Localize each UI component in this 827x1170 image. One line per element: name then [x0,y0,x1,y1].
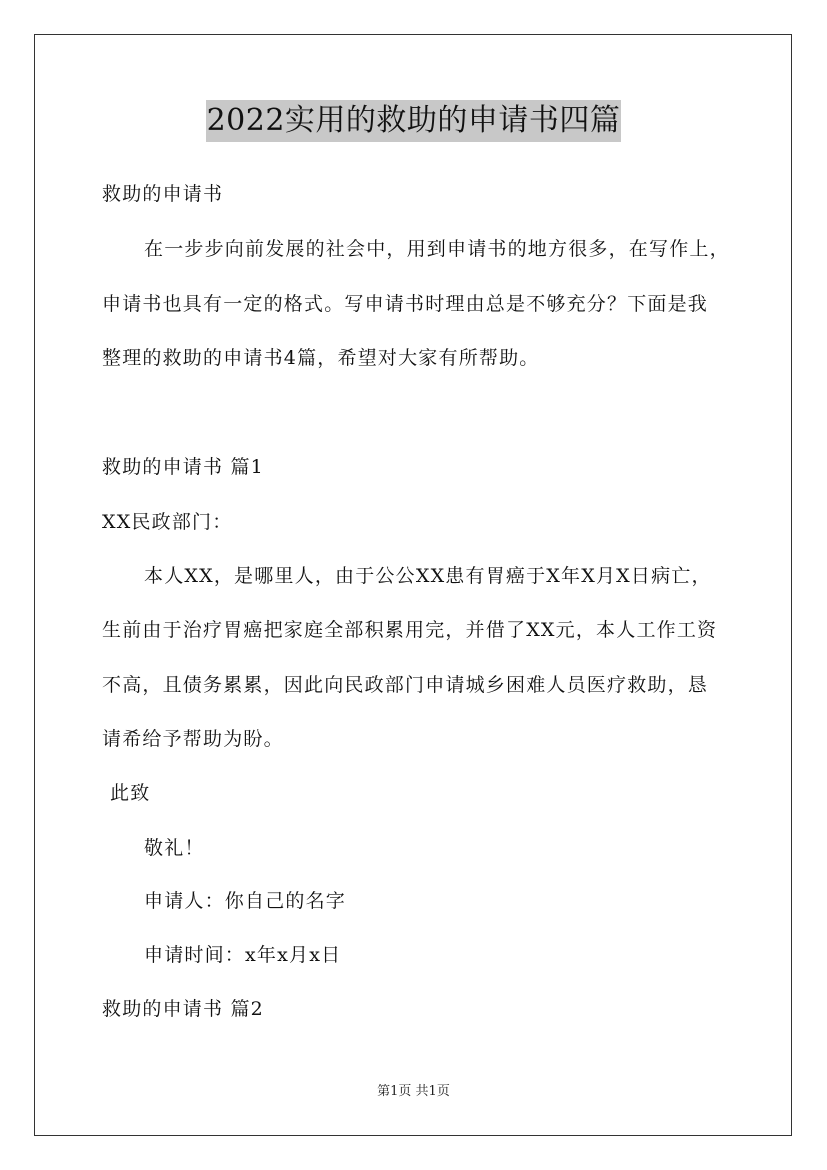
closing-jing-li: 敬礼！ [144,837,205,859]
body-paragraph-line-4: 请希给予帮助为盼。 [102,728,284,750]
intro-paragraph-line-3: 整理的救助的申请书4篇，希望对大家有所帮助。 [102,347,540,369]
document-title: 2022实用的救助的申请书四篇 [206,100,622,142]
section-heading-2: 救助的申请书 篇2 [102,998,264,1020]
intro-paragraph-line-1: 在一步步向前发展的社会中，用到申请书的地方很多，在写作上， [144,238,730,260]
body-paragraph-line-2: 生前由于治疗胃癌把家庭全部积累用完，并借了XX元，本人工作工资 [102,619,718,641]
closing-ci-zhi: 此致 [110,782,151,804]
section-heading-1: 救助的申请书 篇1 [102,456,264,478]
application-date-line: 申请时间：x年x月x日 [144,944,342,966]
body-paragraph-line-3: 不高，且债务累累，因此向民政部门申请城乡困难人员医疗救助，恳 [102,674,709,696]
intro-paragraph-line-2: 申请书也具有一定的格式。写申请书时理由总是不够充分？下面是我 [102,293,709,315]
applicant-name-line: 申请人：你自己的名字 [144,890,347,912]
salutation: XX民政部门： [102,511,233,533]
title-container [0,100,827,142]
intro-heading: 救助的申请书 [102,183,224,205]
body-paragraph-line-1: 本人XX，是哪里人，由于公公XX患有胃癌于X年X月X日病亡， [144,565,712,587]
page-footer: 第1页 共1页 [377,1084,450,1099]
